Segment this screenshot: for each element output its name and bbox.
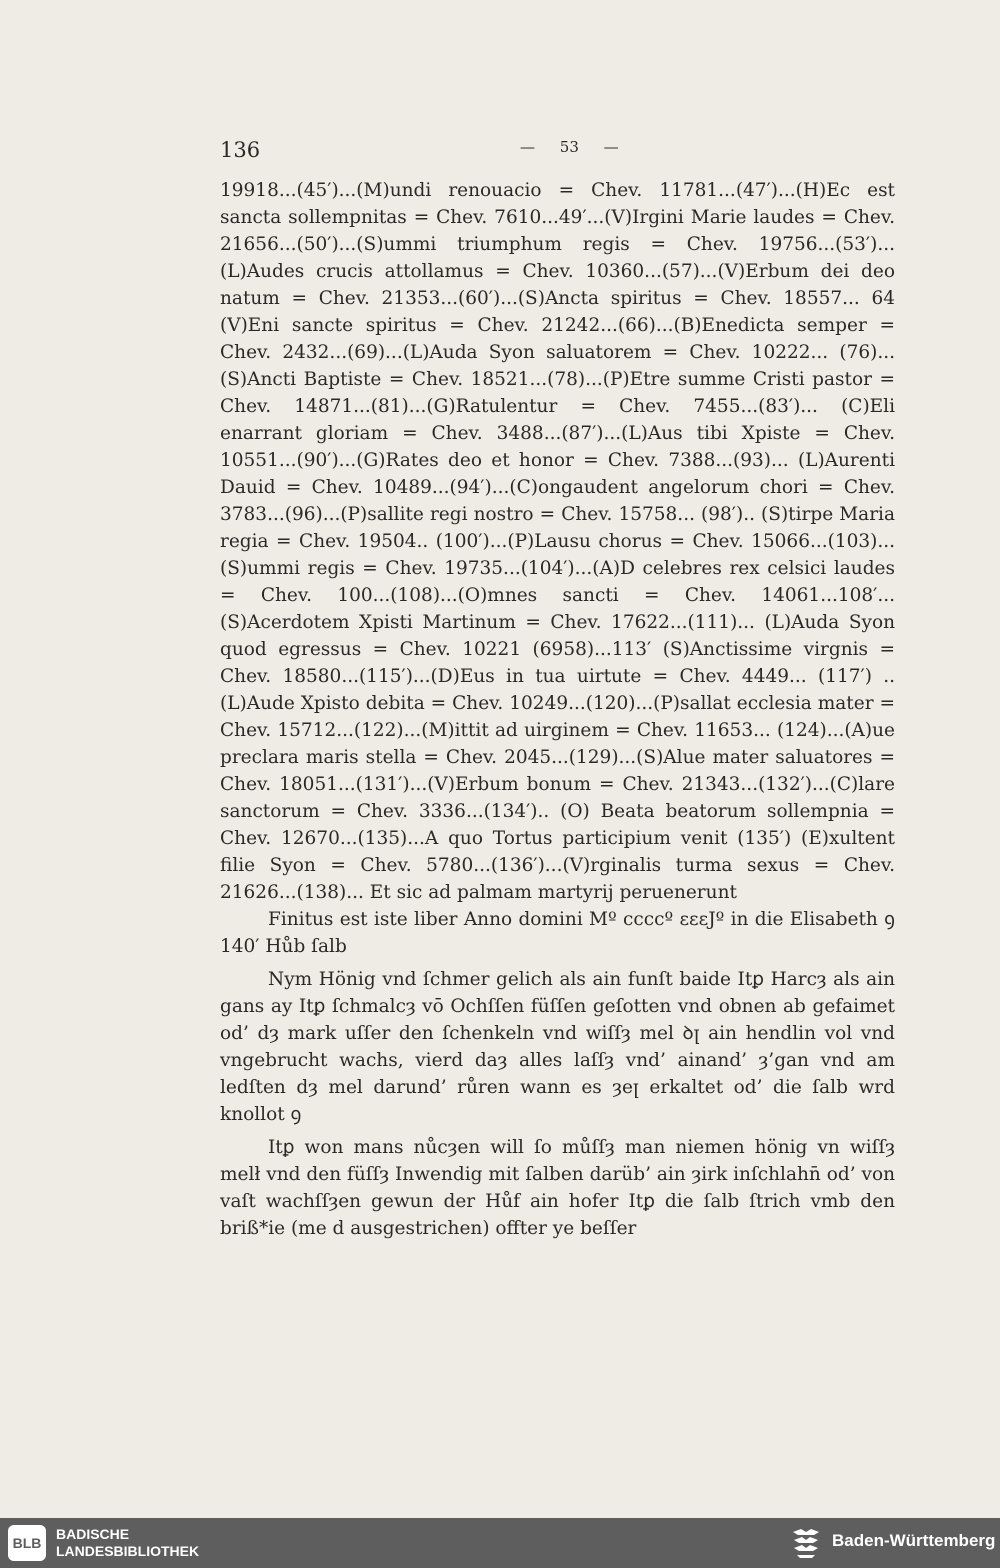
library-name[interactable]	[56, 1526, 199, 1560]
paragraph-recipe: Nym Hönig vnd ſchmer gelich als ain funſt baide Itꝑ Harcȝ als ain gans ay Itꝑ ſchmalcȝ vō Ochſſen füſſen geſotten vnd obnen ab gefaimet od’ dȝ mark uſſer den ſchenkeln vnd wiſſȝ mel ꝺꞁ ain hendlin vol vnd vngebrucht wachs, vierd daȝ alles laſſȝ vnd’ ainand’ ȝ’gan vnd am ledſten dȝ mel darund’ růren wann es ȝeꞁ erkaltet od’ die ſalb wrd knollot ꝯ	[220, 969, 895, 1125]
running-number: 53	[559, 138, 579, 156]
coat-of-arms-icon	[790, 1526, 822, 1560]
page-number: 136	[220, 138, 261, 162]
running-head	[510, 138, 629, 156]
paragraph-recipe-usage: Itꝑ won mans nůcȝen will ſo můſſȝ man niemen hönig vn wiſſȝ melł vnd den füſſȝ Inwendig mit ſalben darüb’ ain ȝirk inſchlahn̄ od’ von vaſt wachſſȝen gewun der Hůf ain hofer Itꝑ die ſalb ſtrich vmb den briß*ie (me d ausgestrichen) offter ye beſſer	[220, 1137, 895, 1239]
running-dash-right: —	[603, 138, 619, 156]
footer-bar	[0, 1518, 1000, 1568]
body-text	[220, 177, 895, 1242]
page-header	[220, 138, 895, 164]
state-name[interactable]: Baden-Württemberg	[832, 1531, 996, 1550]
paragraph-sequence-list: 19918...(45′)...(M)undi renouacio = Chev. 11781...(47′)...(H)Ec est sancta sollempnitas = Chev. 7610...49′...(V)Irgini Marie laudes = Chev. 21656...(50′)...(S)ummi triumphum regis = Chev. 19756...(53′)... (L)Audes crucis attollamus = Chev. 10360...(57)...(V)Erbum dei deo natum = Chev. 21353...(60′)...(S)Ancta spiritus = Chev. 18557... 64 (V)Eni sancte spiritus = Chev. 21242...(66)...(B)Enedicta semper = Chev. 2432...(69)...(L)Auda Syon saluatorem = Chev. 10222... (76)...(S)Ancti Baptiste = Chev. 18521...(78)...(P)Etre summe Cristi pastor = Chev. 14871...(81)...(G)Ratulentur = Chev. 7455...(83′)... (C)Eli enarrant gloriam = Chev. 3488...(87′)...(L)Aus tibi Xpiste = Chev. 10551...(90′)...(G)Rates deo et honor = Chev. 7388...(93)... (L)Aurenti Dauid = Chev. 10489...(94′)...(C)ongaudent angelorum chori = Chev. 3783...(96)...(P)sallite regi nostro = Chev. 15758... (98′).. (S)tirpe Maria regia = Chev. 19504.. (100′)...(P)Lausu chorus = Chev. 15066...(103)...(S)ummi regis = Chev. 19735...(104′)...(A)D celebres rex celsici laudes = Chev. 100...(108)...(O)mnes sancti = Chev. 14061...108′...(S)Acerdotem Xpisti Martinum = Chev. 17622...(111)... (L)Auda Syon quod egressus = Chev. 10221 (6958)...113′ (S)Anctissime virgnis = Chev. 18580...(115′)...(D)Eus in tua uirtute = Chev. 4449... (117′) ..(L)Aude Xpisto debita = Chev. 10249...(120)...(P)sallat ecclesia mater = Chev. 15712...(122)...(M)ittit ad uirginem = Chev. 11653... (124)...(A)ue preclara maris stella = Chev. 2045...(129)...(S)Alue mater saluatores = Chev. 18051...(131′)...(V)Erbum bonum = Chev. 21343...(132′)...(C)lare sanctorum = Chev. 3336...(134′).. (O) Beata beatorum sollempnia = Chev. 12670...(135)...A quo Tortus participium venit (135′) (E)xultent filie Syon = Chev. 5780...(136′)...(V)rginalis turma sexus = Chev. 21626...(138)... Et sic ad palmam martyrij peruenerunt	[220, 180, 895, 903]
blb-logo[interactable]: BLB	[8, 1525, 46, 1561]
library-name-line1: BADISCHE	[56, 1526, 130, 1542]
paragraph-colophon: Finitus est iste liber Anno domini Mº ccccº ɛɛɛJº in die Elisabeth ꝯ 140′ Hůb ſalb	[220, 909, 895, 957]
library-name-line2: LANDESBIBLIOTHEK	[56, 1543, 200, 1559]
running-dash-left: —	[520, 138, 535, 156]
